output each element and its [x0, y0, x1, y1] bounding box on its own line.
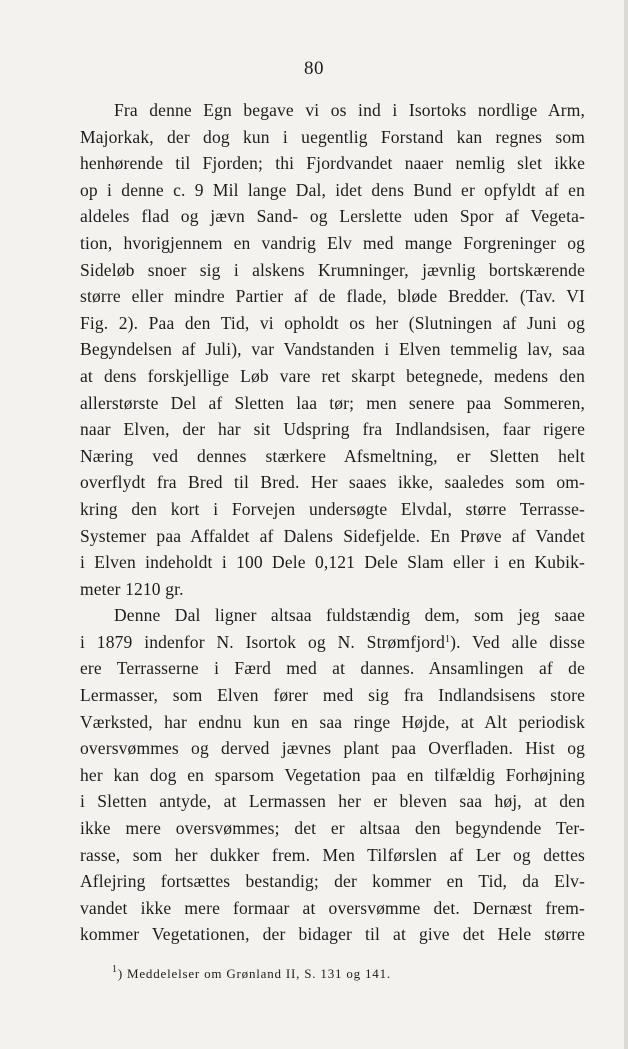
footnote-text: ) Meddelelser om Grønland II, S. 131 og 141. — [117, 966, 391, 981]
text-line: vandet ikke mere formaar at oversvømme det. Dernæst frem- — [80, 897, 585, 918]
page-body-text — [80, 97, 585, 948]
text-line: Værksted, har endnu kun en saa ringe Højde, at Alt periodisk — [80, 711, 585, 732]
text-line: rasse, som her dukker frem. Men Tilførslen af Ler og dettes — [80, 844, 585, 865]
text-line: tion, hvorigjennem en vandrig Elv med mange Forgreninger og — [80, 232, 585, 253]
page-number: 80 — [304, 58, 324, 79]
text-line: i Elven indeholdt i 100 Dele 0,121 Dele Slam eller i en Kubik- — [80, 552, 585, 573]
footnote-reference: 1 — [445, 633, 451, 645]
text-line: kommer Vegetationen, der bidager til at give det Hele større — [80, 924, 585, 945]
text-line: overflydt fra Bred til Bred. Her saaes ikke, saaledes som om- — [80, 472, 585, 493]
text-line: Fig. 2). Paa den Tid, vi opholdt os her (Slutningen af Juni og — [80, 312, 585, 333]
text-line: Fra denne Egn begave vi os ind i Isortoks nordlige Arm, — [114, 100, 585, 120]
text-line-part: i 1879 indenfor N. Isortok og N. Strømfjord — [80, 631, 445, 652]
text-line: her kan dog en sparsom Vegetation paa en tilfældig Forhøjning — [80, 764, 585, 785]
text-line: aldeles flad og jævn Sand- og Lerslette uden Spor af Vegeta- — [80, 206, 585, 227]
text-line: ere Terrasserne i Færd med at dannes. Ansamlingen af de — [80, 658, 585, 679]
text-line: Begyndelsen af Juli), var Vandstanden i Elven temmelig lav, saa — [80, 339, 585, 360]
text-line: Systemer paa Affaldet af Dalens Sidefjelde. En Prøve af Vandet — [80, 525, 585, 546]
text-line: i Sletten antyde, at Lermassen her er bleven saa høj, at den — [80, 791, 585, 812]
text-line: naar Elven, der har sit Udspring fra Indlandsisen, faar rigere — [80, 419, 585, 440]
text-line: Majorkak, der dog kun i uegentlig Forstand kan regnes som — [80, 126, 585, 147]
footnote-marker: 1 — [112, 964, 118, 975]
text-line: oversvømmes og derved jævnes plant paa Overfladen. Hist og — [80, 738, 585, 759]
text-line: Lermasser, som Elven fører med sig fra Indlandsisens store — [80, 685, 585, 706]
footnote — [112, 966, 391, 982]
text-line-with-footnote-ref — [80, 629, 585, 656]
text-line: allerstørste Del af Sletten laa tør; men senere paa Sommeren, — [80, 392, 585, 413]
text-line: Næring ved dennes stærkere Afsmeltning, er Sletten helt — [80, 445, 585, 466]
text-line: større eller mindre Partier af de flade, bløde Bredder. (Tav. VI — [80, 286, 585, 307]
page-edge-shadow — [624, 0, 628, 1049]
text-line: kring den kort i Forvejen undersøgte Elvdal, større Terrasse- — [80, 498, 585, 519]
text-line: op i denne c. 9 Mil lange Dal, idet dens Bund er opfyldt af en — [80, 179, 585, 200]
text-line: henhørende til Fjorden; thi Fjordvandet naaer nemlig slet ikke — [80, 153, 585, 174]
text-line: Aflejring fortsættes bestandig; der kommer en Tid, da Elv- — [80, 871, 585, 892]
text-line: meter 1210 gr. — [80, 578, 184, 599]
text-line-part: ). Ved alle disse — [450, 631, 585, 652]
text-line: at dens forskjellige Løb vare ret skarpt betegnede, medens den — [80, 365, 585, 386]
text-line: ikke mere oversvømmes; det er altsaa den begyndende Ter- — [80, 818, 585, 839]
text-line: Denne Dal ligner altsaa fuldstændig dem, som jeg saae — [114, 605, 585, 626]
text-line: Sideløb snoer sig i alskens Krumninger, jævnlig bortskærende — [80, 259, 585, 280]
